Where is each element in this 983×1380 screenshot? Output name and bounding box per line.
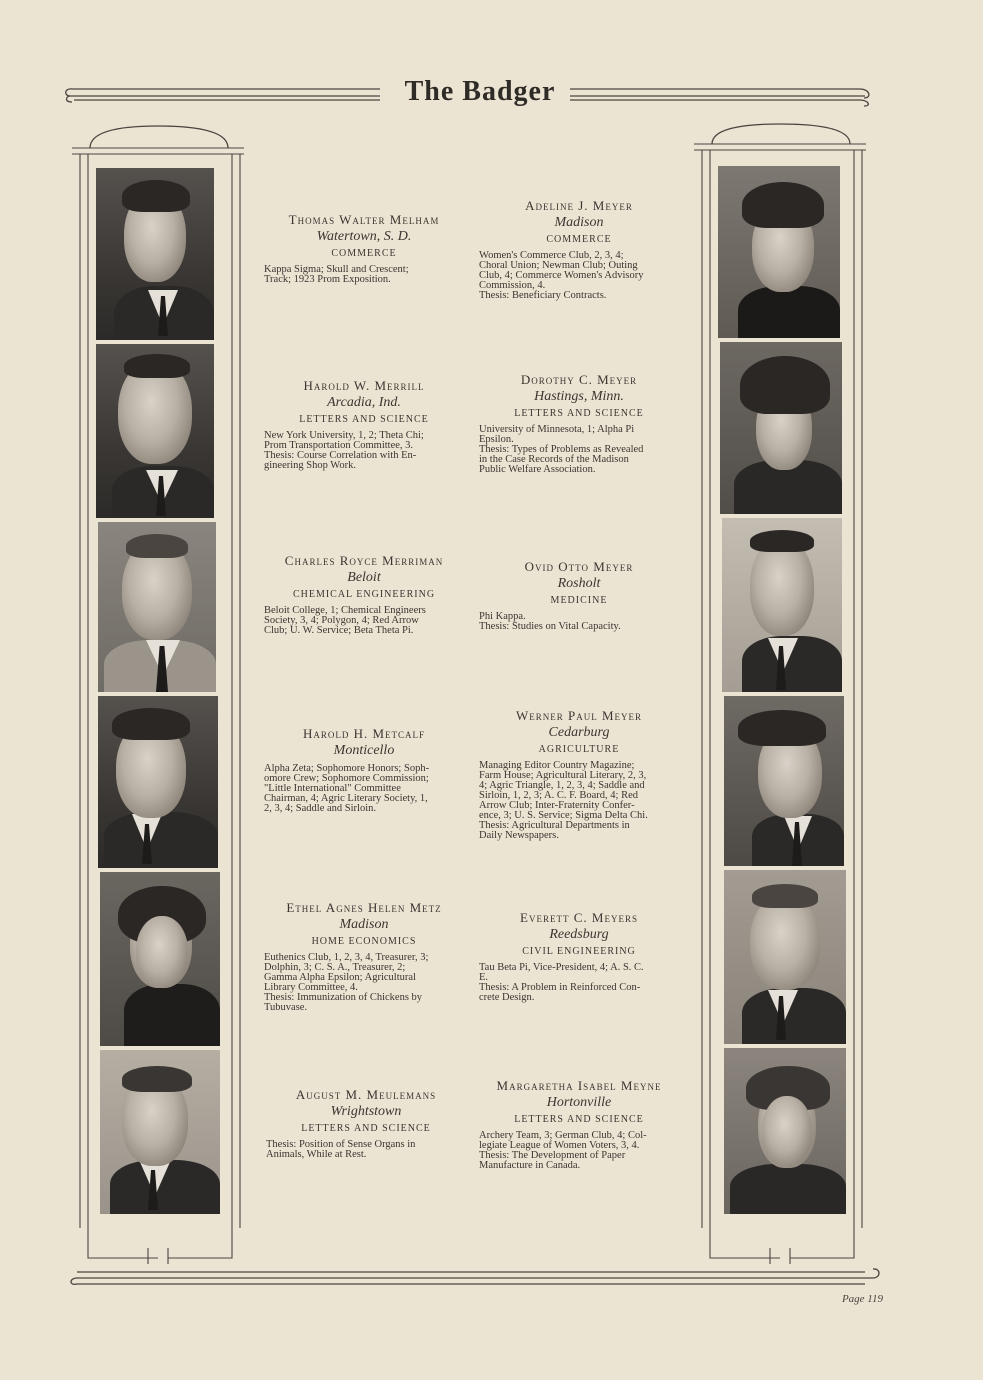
- student-name: Margaretha Isabel Meyne: [496, 1078, 662, 1093]
- student-name: Dorothy C. Meyer: [520, 372, 638, 387]
- student-activities: Kappa Sigma; Skull and Crescent; Track; 1923 Prom Exposition.: [264, 264, 409, 285]
- student-name: Charles Royce Merriman: [284, 553, 444, 568]
- portrait-photo: [98, 522, 216, 692]
- student-activities: University of Minnesota, 1; Alpha Pi Epsilon. Thesis: Types of Problems as Revealed in the Case Records of the Madison Public Welfare Association.: [479, 424, 644, 475]
- student-hometown: Madison: [339, 917, 389, 932]
- student-hometown: Hortonville: [546, 1095, 612, 1110]
- student-hometown: Reedsburg: [549, 927, 609, 942]
- portrait-photo: [724, 870, 846, 1044]
- student-name: August M. Meulemans: [295, 1087, 437, 1102]
- student-hometown: Rosholt: [557, 576, 601, 591]
- student-department: COMMERCE: [546, 234, 612, 245]
- student-entry: [264, 900, 464, 1013]
- student-department: CIVIL ENGINEERING: [522, 946, 636, 957]
- student-name: Harold H. Metcalf: [302, 726, 426, 741]
- student-entry: [264, 553, 464, 636]
- portrait-photo: [720, 342, 842, 514]
- student-department: LETTERS AND SCIENCE: [299, 414, 429, 425]
- student-activities: Archery Team, 3; German Club, 4; Col- legiate League of Women Voters, 3, 4. Thesis: The Development of Paper Manufacture in Canada.: [479, 1130, 647, 1171]
- student-activities: Tau Beta Pi, Vice-President, 4; A. S. C. E. Thesis: A Problem in Reinforced Con- crete Design.: [479, 962, 644, 1003]
- student-entry: [264, 212, 464, 285]
- student-hometown: Madison: [554, 215, 604, 230]
- student-entry: [264, 378, 464, 471]
- student-name: Thomas Walter Melham: [288, 212, 440, 227]
- portrait-photo: [718, 166, 840, 338]
- student-activities: Beloit College, 1; Chemical Engineers Society, 3, 4; Polygon, 4; Red Arrow Club; U. W. Service; Beta Theta Pi.: [264, 605, 426, 636]
- student-name: Everett C. Meyers: [520, 910, 638, 925]
- student-hometown: Arcadia, Ind.: [327, 395, 401, 410]
- student-activities: Alpha Zeta; Sophomore Honors; Soph- omore Crew; Sophomore Commission; "Little International" Committee Chairman, 4; Agric Literary Society, 1, 2, 3, 4; Saddle and Sirloin.: [264, 763, 430, 814]
- student-activities: Women's Commerce Club, 2, 3, 4; Choral Union; Newman Club; Outing Club, 4; Commerce Women's Advisory Commission, 4. Thesis: Beneficiary Contracts.: [479, 250, 644, 301]
- student-department: HOME ECONOMICS: [311, 936, 417, 947]
- student-department: CHEMICAL ENGINEERING: [292, 589, 436, 600]
- portrait-photo: [100, 1050, 220, 1214]
- student-hometown: Hastings, Minn.: [534, 389, 624, 404]
- student-name: Harold W. Merrill: [303, 378, 425, 393]
- student-entry: [479, 1078, 679, 1171]
- student-hometown: Monticello: [333, 743, 395, 758]
- student-entry: [479, 559, 679, 632]
- portrait-photo: [100, 872, 220, 1046]
- student-name: Ovid Otto Meyer: [524, 559, 634, 574]
- student-department: LETTERS AND SCIENCE: [514, 408, 644, 419]
- student-activities: Euthenics Club, 1, 2, 3, 4, Treasurer, 3; Dolphin, 3; C. S. A., Treasurer, 2; Gamma Alpha Epsilon; Agricultural Library Committee, 4. Thesis: Immunization of Chickens by Tubuvase.: [264, 952, 429, 1013]
- student-department: LETTERS AND SCIENCE: [301, 1123, 431, 1134]
- student-department: LETTERS AND SCIENCE: [514, 1114, 644, 1125]
- student-department: MEDICINE: [550, 595, 608, 606]
- student-entry: [479, 910, 679, 1003]
- portrait-photo: [98, 696, 218, 868]
- page-title: The Badger: [404, 76, 556, 107]
- portrait-photo: [724, 1048, 846, 1214]
- page-number: Page 119: [841, 1293, 883, 1305]
- student-entry: [479, 372, 679, 475]
- student-name: Adeline J. Meyer: [525, 198, 633, 213]
- portrait-photo: [96, 344, 214, 518]
- portrait-photo: [96, 168, 214, 340]
- student-hometown: Watertown, S. D.: [316, 229, 412, 244]
- student-hometown: Wrightstown: [330, 1104, 402, 1119]
- portrait-photo: [722, 518, 842, 692]
- student-activities: Thesis: Position of Sense Organs in Animals, While at Rest.: [266, 1139, 416, 1160]
- student-entry: [264, 726, 464, 814]
- student-entry: [266, 1087, 466, 1160]
- student-hometown: Beloit: [347, 570, 381, 585]
- student-department: COMMERCE: [331, 248, 397, 259]
- student-name: Werner Paul Meyer: [515, 708, 643, 723]
- student-entry: [479, 708, 679, 841]
- student-hometown: Cedarburg: [548, 725, 610, 740]
- student-entry: [479, 198, 679, 301]
- student-activities: Managing Editor Country Magazine; Farm House; Agricultural Literary, 2, 3, 4; Agric Triangle, 1, 2, 3, 4; Saddle and Sirloin, 1, 2, 3; A. C. F. Board, 4; Red Arrow Club; Inter-Fraternity Confer- ence, 3; U. S. Service; Sigma Delta Chi. Thesis: Agricultural Departments in Daily Newspapers.: [479, 760, 648, 841]
- student-activities: Phi Kappa. Thesis: Studies on Vital Capacity.: [479, 611, 621, 632]
- student-department: AGRICULTURE: [538, 744, 620, 755]
- student-name: Ethel Agnes Helen Metz: [286, 900, 442, 915]
- student-activities: New York University, 1, 2; Theta Chi; Prom Transportation Committee, 3. Thesis: Course Correlation with En- gineering Shop Work.: [264, 430, 424, 471]
- portrait-photo: [724, 696, 844, 866]
